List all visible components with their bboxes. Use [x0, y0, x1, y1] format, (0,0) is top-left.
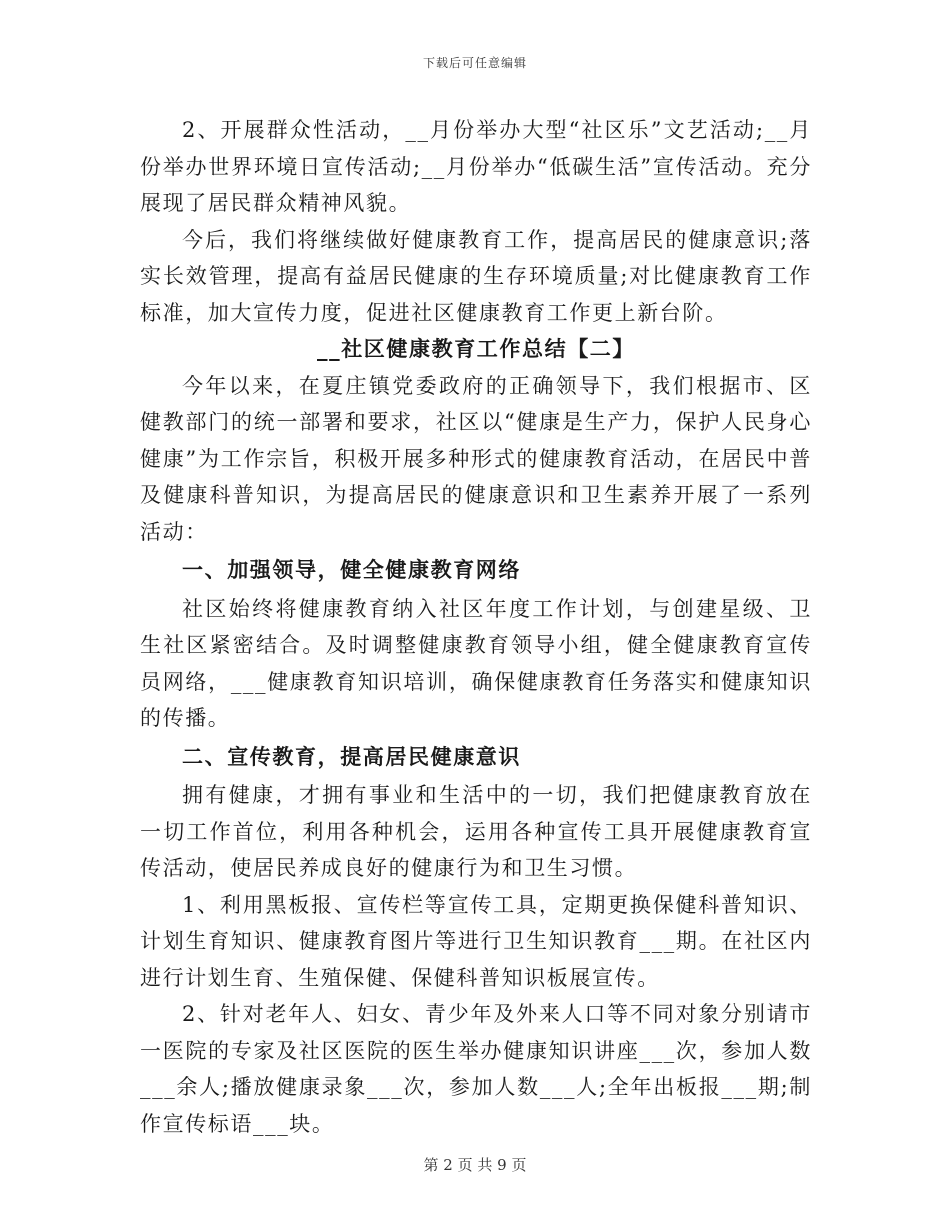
heading-leadership: 一、加强领导，健全健康教育网络: [182, 558, 521, 582]
heading-publicity: 二、宣传教育，提高居民健康意识: [182, 744, 521, 769]
document-body: [140, 112, 812, 1142]
paragraph-intro: 今年以来，在夏庄镇党委政府的正确领导下，我们根据市、区健教部门的统一部署和要求，社区以“健康是生产力，保护人民身心健康”为工作宗旨，积极开展多种形式的健康教育活动，在居民中普及健康科普知识，为提高居民的健康意识和卫生素养开展了一系列活动：: [140, 373, 812, 544]
paragraph-future-plans: 今后，我们将继续做好健康教育工作，提高居民的健康意识;落实长效管理，提高有益居民健康的生存环境质量;对比健康教育工作标准，加大宣传力度，促进社区健康教育工作更上新台阶。: [140, 227, 812, 325]
page-header: 下载后可任意编辑: [422, 56, 527, 70]
paragraph-lectures: 2、针对老年人、妇女、青少年及外来人口等不同对象分别请市一医院的专家及社区医院的医生举办健康知识讲座___次，参加人数___余人;播放健康录象___次，参加人数___人;全年出板报___期;制作宣传标语___块。: [140, 1002, 812, 1136]
section-title: __社区健康教育工作总结【二】: [317, 337, 635, 361]
paragraph-blackboard: 1、利用黑板报、宣传栏等宣传工具，定期更换保健科普知识、计划生育知识、健康教育图片等进行卫生知识教育___期。在社区内进行计划生育、生殖保健、保健科普知识板展宣传。: [140, 892, 812, 990]
paragraph-publicity: 拥有健康，才拥有事业和生活中的一切，我们把健康教育放在一切工作首位，利用各种机会，运用各种宣传工具开展健康教育宣传活动，使居民养成良好的健康行为和卫生习惯。: [140, 783, 812, 880]
paragraph-leadership: 社区始终将健康教育纳入社区年度工作计划，与创建星级、卫生社区紧密结合。及时调整健康教育领导小组，健全健康教育宣传员网络，___健康教育知识培训，确保健康教育任务落实和健康知识的传播。: [140, 596, 812, 730]
page-footer: 第 2 页 共 9 页: [423, 1156, 527, 1174]
paragraph-activities: 2、开展群众性活动，__月份举办大型“社区乐”文艺活动;__月份举办世界环境日宣传活动;__月份举办“低碳生活”宣传活动。充分展现了居民群众精神风貌。: [140, 118, 812, 215]
